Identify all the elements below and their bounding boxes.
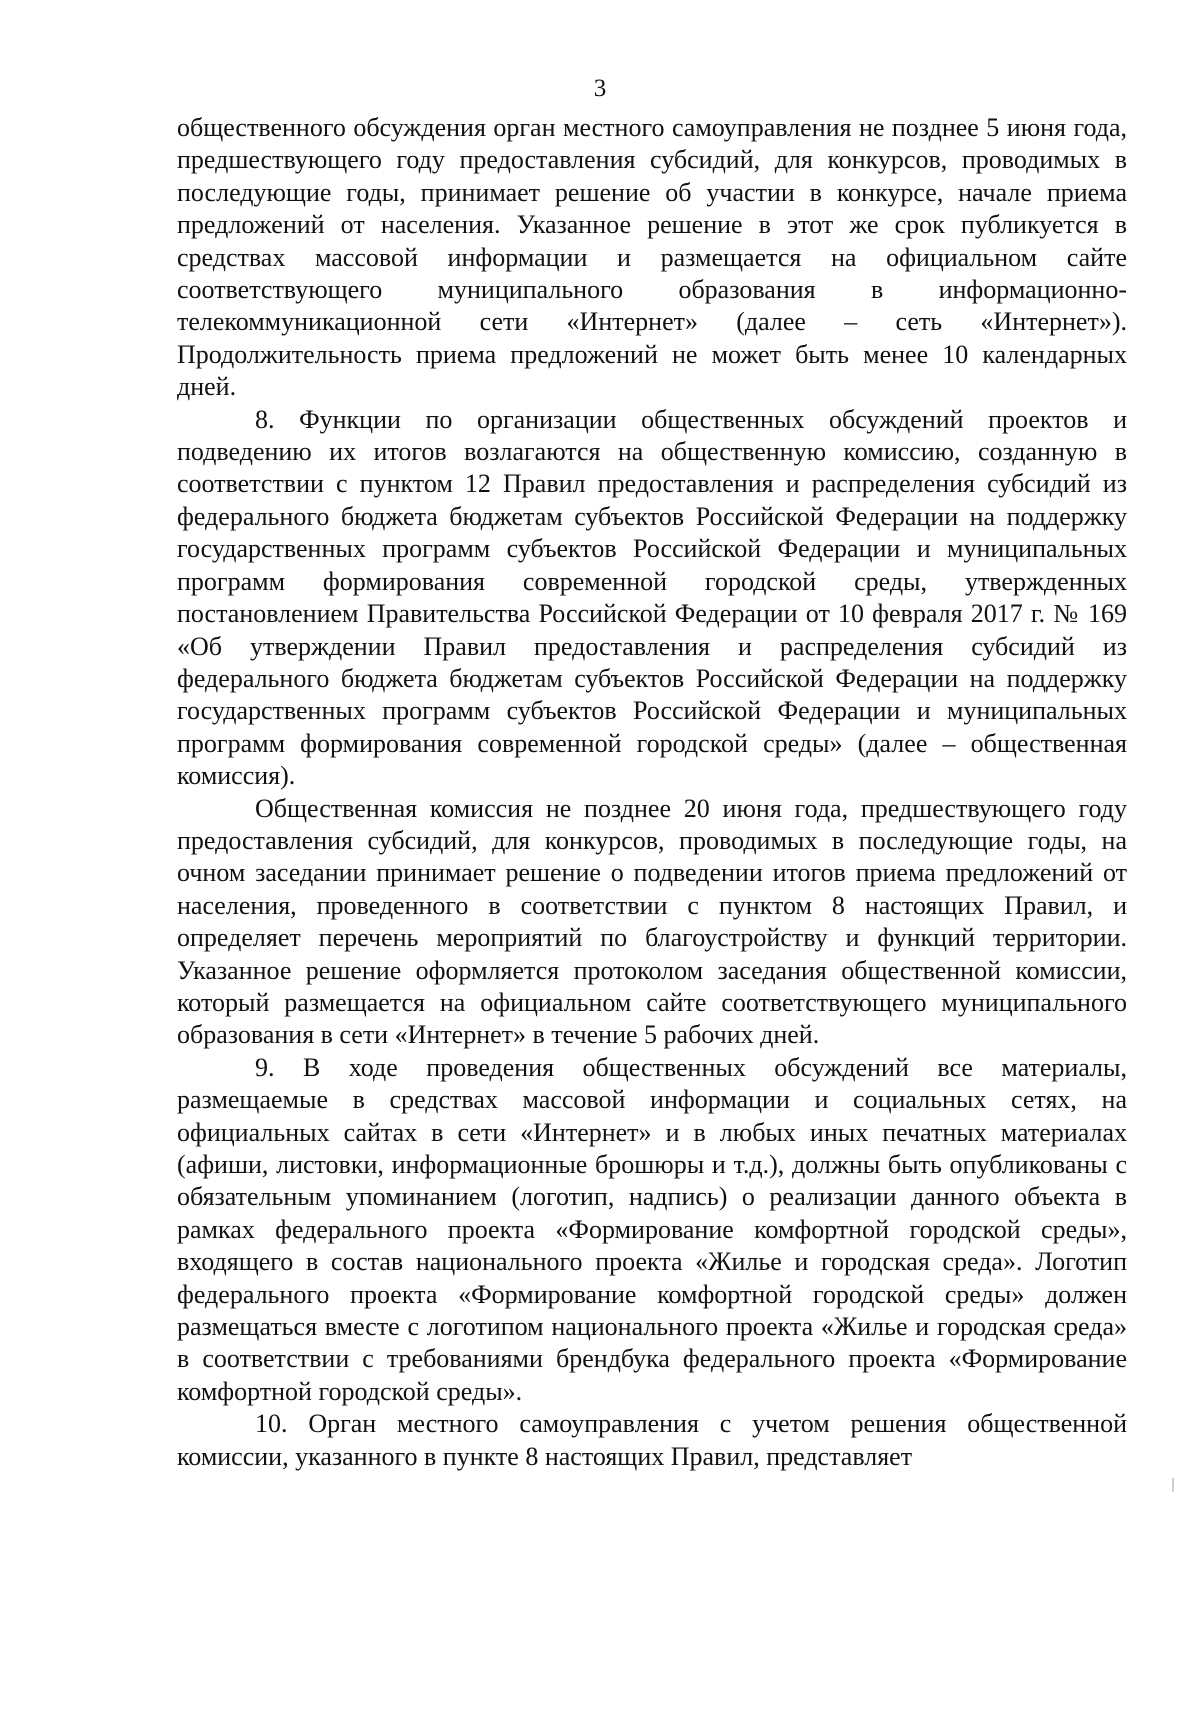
page-number: 3 [593,75,607,102]
document-body [177,112,1127,1473]
scan-artifact [1172,1478,1174,1492]
paragraph-item-8: 8. Функции по организации общественных обсуждений проектов и подведению их итогов возлагаются на общественную комиссию, созданную в соответствии с пунктом 12 Правил предоставления и распределения субсидий из федерального бюджета бюджетам субъектов Российской Федерации на поддержку государственных программ субъектов Российской Федерации и муниципальных программ формирования современной городской среды, утвержденных постановлением Правительства Российской Федерации от 10 февраля 2017 г. № 169 «Об утверждении Правил предоставления и распределения субсидий из федерального бюджета бюджетам субъектов Российской Федерации на поддержку государственных программ субъектов Российской Федерации и муниципальных программ формирования современной городской среды» (далее – общественная комиссия). [177,404,1127,791]
paragraph-commission-decision: Общественная комиссия не позднее 20 июня года, предшествующего году предоставления субсидий, для конкурсов, проводимых в последующие годы, на очном заседании принимает решение о подведении итогов приема предложений от населения, проведенного в соответствии с пунктом 8 настоящих Правил, и определяет перечень мероприятий по благоустройству и функций территории. Указанное решение оформляется протоколом заседания общественной комиссии, который размещается на официальном сайте соответствующего муниципального образования в сети «Интернет» в течение 5 рабочих дней. [177,793,1127,1050]
paragraph-item-10: 10. Орган местного самоуправления с учетом решения общественной комиссии, указанного в пункте 8 настоящих Правил, представляет [177,1409,1127,1471]
paragraph-item-9: 9. В ходе проведения общественных обсуждений все материалы, размещаемые в средствах массовой информации и социальных сетях, на официальных сайтах в сети «Интернет» и в любых иных печатных материалах (афиши, листовки, информационные брошюры и т.д.), должны быть опубликованы с обязательным упоминанием (логотип, надпись) о реализации данного объекта в рамках федерального проекта «Формирование комфортной городской среды», входящего в состав национального проекта «Жилье и городская среда». Логотип федерального проекта «Формирование комфортной городской среды» должен размещаться вместе с логотипом национального проекта «Жилье и городская среда» в соответствии с требованиями брендбука федерального проекта «Формирование комфортной городской среды». [177,1052,1127,1406]
paragraph-continuation: общественного обсуждения орган местного самоуправления не позднее 5 июня года, предшествующего году предоставления субсидий, для конкурсов, проводимых в последующие годы, принимает решение об участии в конкурсе, начале приема предложений от населения. Указанное решение в этот же срок публикуется в средствах массовой информации и размещается на официальном сайте соответствующего муниципального образования в информационно-телекоммуникационной сети «Интернет» (далее – сеть «Интернет»). Продолжительность приема предложений не может быть менее 10 календарных дней. [177,113,1127,402]
